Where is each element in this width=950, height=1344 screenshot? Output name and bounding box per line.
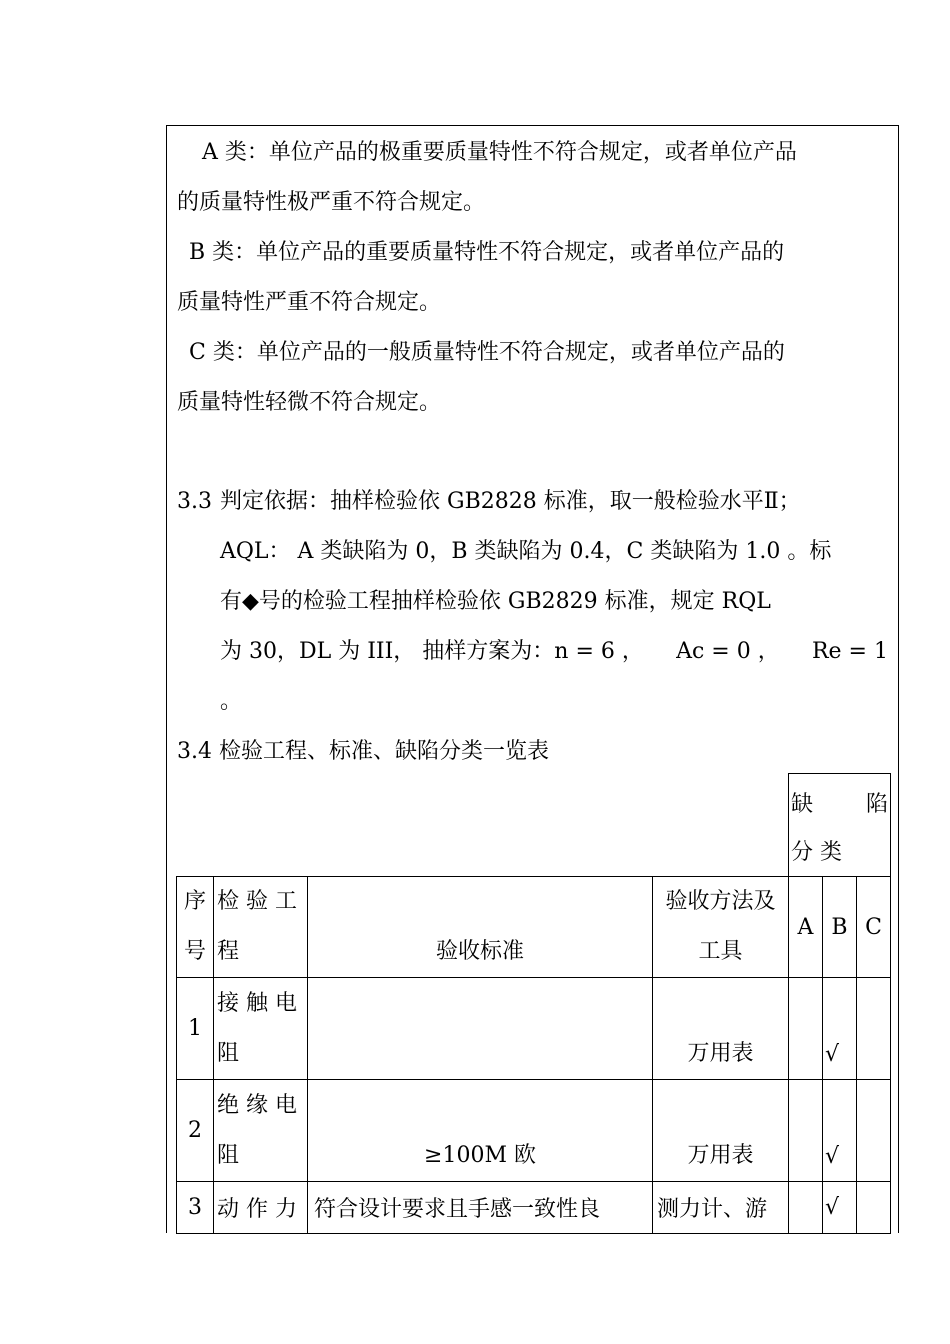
section-3-3-line2: AQL： A 类缺陷为 0，B 类缺陷为 0.4，C 类缺陷为 1.0 。标 (220, 539, 832, 564)
header-method: 验收方法及 工具 (653, 877, 789, 978)
defect-class-header: 缺 陷 分 类 (789, 774, 891, 877)
check-mark: √ (823, 1182, 857, 1234)
header-class-b: B (823, 877, 857, 978)
section-3-4-title: 3.4 检验工程、标准、缺陷分类一览表 (177, 739, 549, 764)
class-b-line2: 质量特性严重不符合规定。 (177, 290, 442, 315)
table-row: 3 动 作 力 符合设计要求且手感一致性良 测力计、游 √ (177, 1182, 891, 1234)
header-class-c: C (857, 877, 891, 978)
sampling-plan-n: 为 30，DL 为 III， 抽样方案为：n = 6 ， (220, 639, 644, 664)
section-3-3-number: 3.3 (177, 489, 212, 514)
table-header-row (177, 877, 891, 978)
section-3-3-line5: 。 (220, 689, 243, 714)
class-a-line2: 的质量特性极严重不符合规定。 (177, 190, 486, 215)
header-item: 检 验 工 程 (214, 877, 308, 978)
section-3-3-line4 (220, 639, 888, 665)
table-row: 2 绝 缘 电 阻 ≥100M 欧 万用表 √ (177, 1080, 891, 1182)
class-c-line1: C 类：单位产品的一般质量特性不符合规定，或者单位产品的 (189, 340, 785, 365)
table-row: 1 接 触 电 阻 万用表 √ (177, 978, 891, 1080)
class-c-line2: 质量特性轻微不符合规定。 (177, 390, 442, 415)
defect-classification-table (176, 773, 891, 1234)
check-mark: √ (823, 978, 857, 1080)
class-b-line1: B 类：单位产品的重要质量特性不符合规定，或者单位产品的 (189, 240, 785, 265)
header-class-a: A (789, 877, 823, 978)
sampling-plan-ac: Ac = 0 ， (676, 639, 780, 664)
check-mark: √ (823, 1080, 857, 1182)
sampling-plan-re: Re = 1 (811, 639, 888, 664)
class-a-line1: A 类：单位产品的极重要质量特性不符合规定，或者单位产品 (202, 140, 797, 165)
section-3-3-line1: 判定依据：抽样检验依 GB2828 标准，取一般检验水平Ⅱ； (220, 489, 801, 514)
section-3-3-line3: 有◆号的检验工程抽样检验依 GB2829 标准，规定 RQL (220, 589, 771, 614)
header-seq: 序 号 (177, 877, 214, 978)
table-group-header-row (177, 774, 891, 877)
header-standard: 验收标准 (308, 877, 653, 978)
